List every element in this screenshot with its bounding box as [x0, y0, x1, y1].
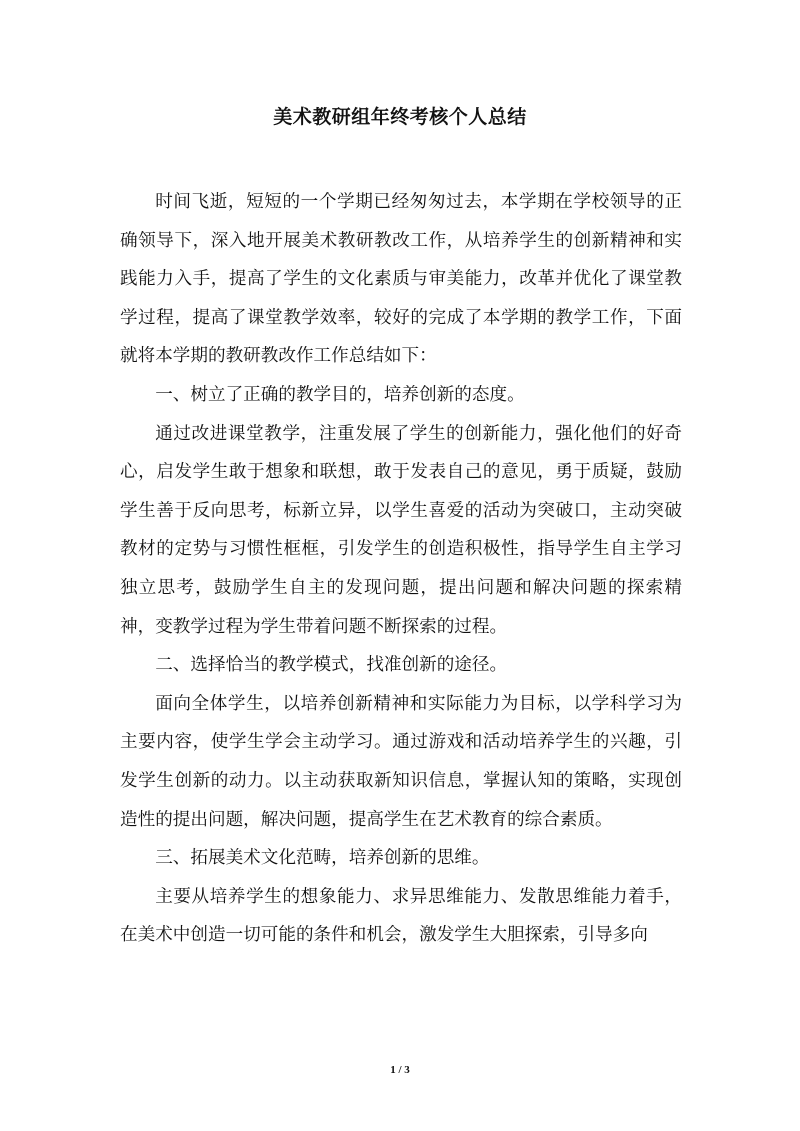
section-heading-1: 一、树立了正确的教学目的，培养创新的态度。 — [155, 384, 525, 405]
page-number: 1 / 3 — [390, 1064, 410, 1076]
paragraph-section-2: 面向全体学生，以培养创新精神和实际能力为目标，以学科学习为主要内容，使学生学会主动学习。通过游戏和活动培养学生的兴趣，引发学生创新的动力。以主动获取新知识信息，掌握认知的策略，实现创造性的提出问题，解决问题，提高学生在艺术教育的综合素质。 — [120, 693, 682, 830]
paragraph-intro: 时间飞逝，短短的一个学期已经匆匆过去，本学期在学校领导的正确领导下，深入地开展美术教研教改工作，从培养学生的创新精神和实践能力入手，提高了学生的文化素质与审美能力，改革并优化了课堂教学过程，提高了课堂教学效率，较好的完成了本学期的教学工作，下面就将本学期的教研教改作工作总结如下： — [120, 192, 682, 367]
section-heading-3: 三、拓展美术文化范畴，培养创新的思维。 — [155, 848, 490, 869]
document-body — [120, 183, 682, 955]
paragraph-section-1: 通过改进课堂教学，注重发展了学生的创新能力，强化他们的好奇心，启发学生敢于想象和联想，敢于发表自己的意见，勇于质疑，鼓励学生善于反向思考，标新立异，以学生喜爱的活动为突破口，主动突破教材的定势与习惯性框框，引发学生的创造积极性，指导学生自主学习独立思考，鼓励学生自主的发现问题，提出问题和解决问题的探索精神，变教学过程为学生带着问题不断探索的过程。 — [120, 423, 682, 637]
paragraph-section-3: 主要从培养学生的想象能力、求异思维能力、发散思维能力着手，在美术中创造一切可能的条件和机会，激发学生大胆探索，引导多向 — [120, 886, 682, 946]
section-heading-2: 二、选择恰当的教学模式，找准创新的途径。 — [155, 655, 508, 676]
document-title: 美术教研组年终考核个人总结 — [273, 106, 527, 128]
